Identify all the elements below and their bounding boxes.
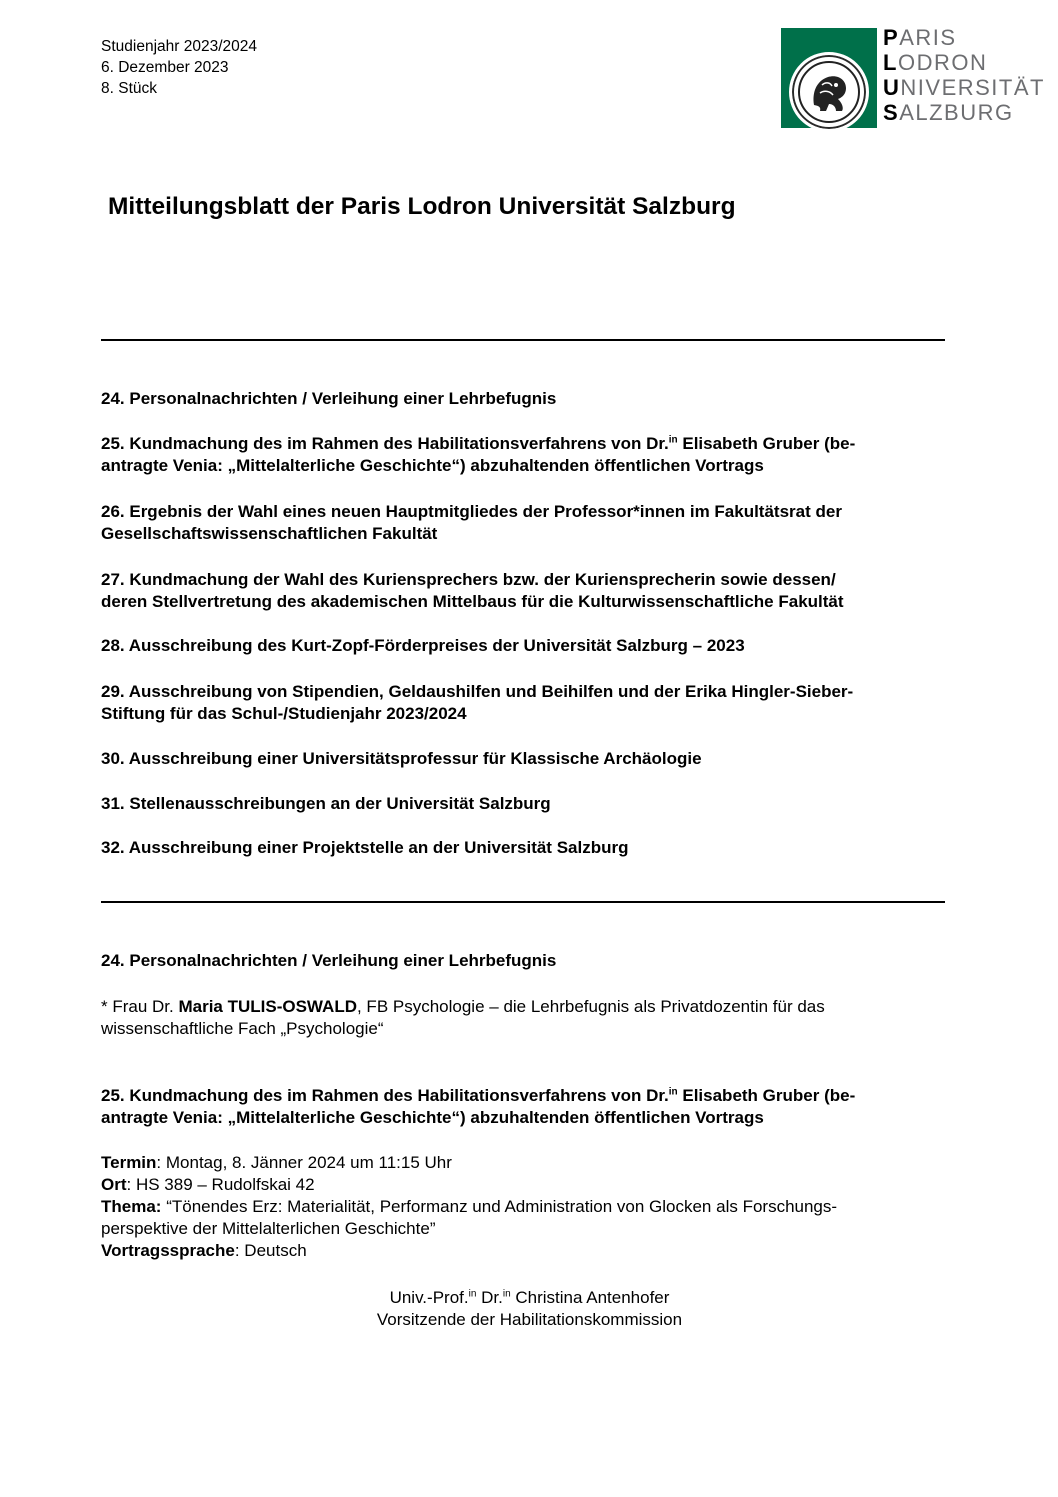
- signatory-name: Univ.-Prof.$^{in}$ Dr.$^{in}$ Christina Antenhofer: [389, 1288, 670, 1307]
- issue-date: 6. Dezember 2023: [101, 59, 229, 76]
- toc-item-24: 24. Personalnachrichten / Verleihung einer Lehrbefugnis: [101, 389, 557, 408]
- logo-row: SALZBURG: [883, 100, 1014, 125]
- person-name: Maria TULIS-OSWALD: [178, 997, 357, 1016]
- toc-item-31: 31. Stellenausschreibungen an der Universität Salzburg: [101, 794, 551, 813]
- page-title: Mitteilungsblatt der Paris Lodron Universität Salzburg: [108, 193, 736, 220]
- signature-block: [101, 1287, 958, 1331]
- section-heading-25: 25. Kundmachung des im Rahmen des Habilitationsverfahrens von Dr.$^{in}$ Elisabeth Gruber (be- antragte Venia: „Mittelalterliche Geschichte“) abzuhaltenden öffentlichen Vortrags: [101, 1086, 856, 1127]
- toc-item-26: 26. Ergebnis der Wahl eines neuen Hauptmitgliedes der Professor*innen im Fakultätsrat der Gesellschaftswissenschaftlichen Fakultät: [101, 502, 842, 543]
- section-24-text: * Frau Dr. Maria TULIS-OSWALD, FB Psychologie – die Lehrbefugnis als Privatdozentin für das wissenschaftliche Fach „Psychologie“: [101, 997, 825, 1038]
- lecture-details: Termin: Montag, 8. Jänner 2024 um 11:15 Uhr Ort: HS 389 – Rudolfskai 42 Thema: “Tönendes Erz: Materialität, Performanz und Administration von Glocken als Forschungs- perspektive der Mittelalterlichen Geschichte” Vortragssprache: Deutsch: [101, 1152, 958, 1262]
- lion-seal-icon: [789, 52, 869, 132]
- toc-item-30: 30. Ausschreibung einer Universitätsprofessur für Klassische Archäologie: [101, 749, 702, 768]
- university-logo: [781, 25, 1045, 148]
- toc-item-32: 32. Ausschreibung einer Projektstelle an der Universität Salzburg: [101, 838, 629, 857]
- logo-row: UNIVERSITÄT: [883, 75, 1045, 100]
- academic-year: Studienjahr 2023/2024: [101, 38, 257, 55]
- logo-wordmark: [883, 25, 1045, 125]
- toc-item-28: 28. Ausschreibung des Kurt-Zopf-Förderpreises der Universität Salzburg – 2023: [101, 636, 745, 655]
- divider: [101, 339, 945, 341]
- ort-line: Ort: HS 389 – Rudolfskai 42: [101, 1175, 315, 1194]
- thema-line: Thema: “Tönendes Erz: Materialität, Performanz und Administration von Glocken als Forschungs-: [101, 1197, 838, 1216]
- toc-item-29: 29. Ausschreibung von Stipendien, Geldaushilfen und Beihilfen und der Erika Hingler-Sieber- Stiftung für das Schul-/Studienjahr 2023/2024: [101, 682, 854, 723]
- sprache-line: Vortragssprache: Deutsch: [101, 1241, 307, 1260]
- toc-item-27: 27. Kundmachung der Wahl des Kuriensprechers bzw. der Kuriensprecherin sowie dessen/ deren Stellvertretung des akademischen Mittelbaus für die Kulturwissenschaftliche Fakultät: [101, 570, 844, 611]
- toc-item-25: 25. Kundmachung des im Rahmen des Habilitationsverfahrens von Dr.$^{in}$ Elisabeth Gruber (be- antragte Venia: „Mittelalterliche Geschichte“) abzuhaltenden öffentlichen Vortrags: [101, 434, 856, 475]
- logo-row: PARIS: [883, 25, 957, 50]
- termin-line: Termin: Montag, 8. Jänner 2024 um 11:15 Uhr: [101, 1153, 452, 1172]
- issue-number: 8. Stück: [101, 80, 157, 97]
- divider: [101, 901, 945, 903]
- logo-row: LODRON: [883, 50, 988, 75]
- signatory-role: Vorsitzende der Habilitationskommission: [376, 1310, 683, 1329]
- issue-meta: [101, 36, 257, 99]
- section-heading-24: 24. Personalnachrichten / Verleihung einer Lehrbefugnis: [101, 951, 557, 970]
